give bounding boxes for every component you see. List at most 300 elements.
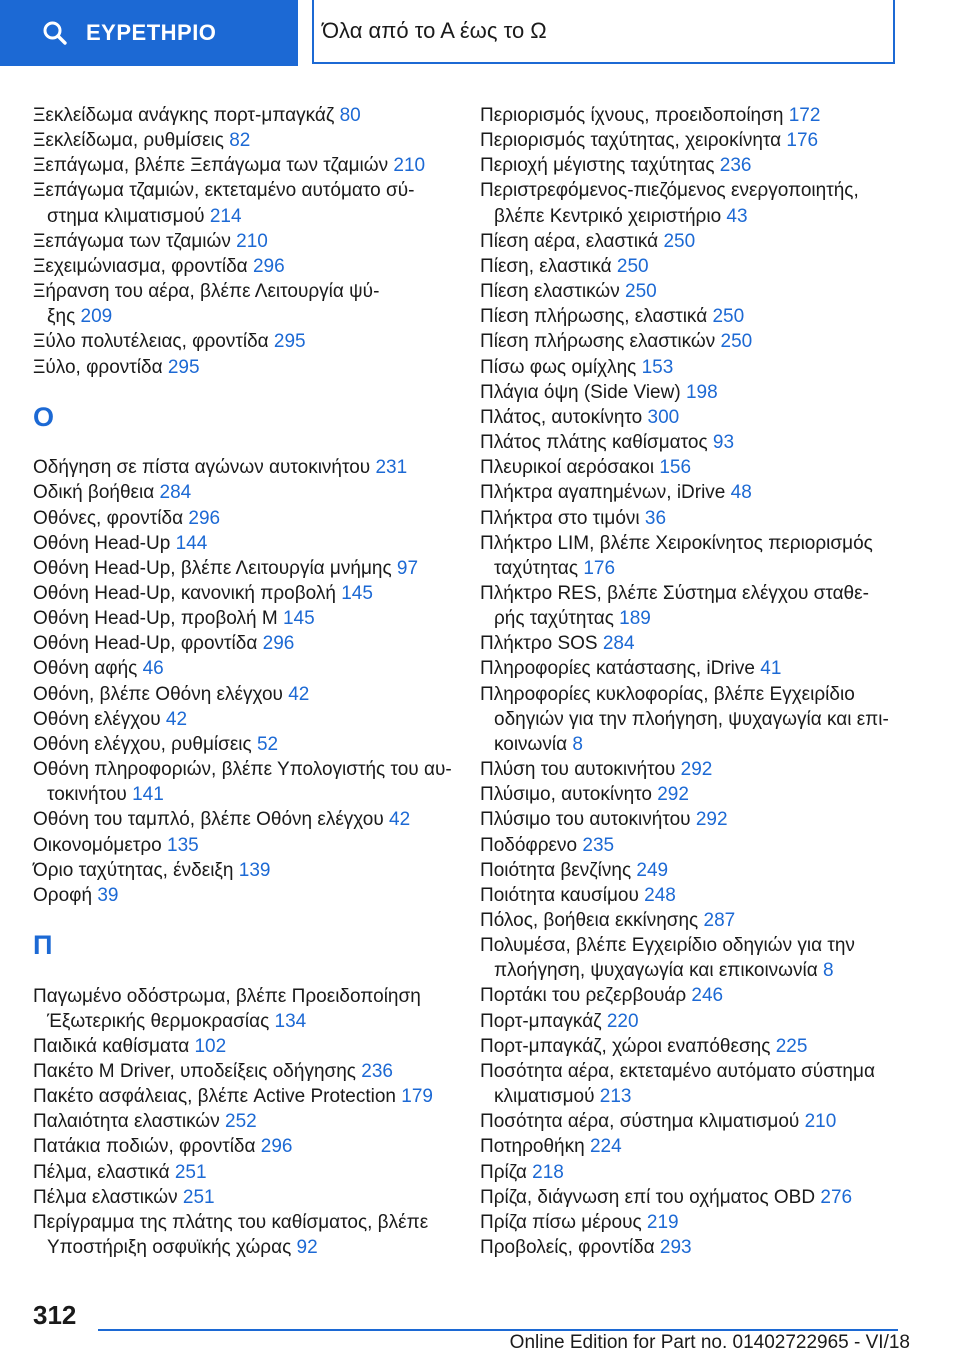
index-entry-text [33, 606, 473, 631]
page-reference-link[interactable]: 145 [282, 608, 315, 630]
index-entry-text [480, 128, 920, 153]
index-entry-text [480, 983, 920, 1008]
index-term: Πληροφορίες κυκλοφορίας, βλέπε Εγχειρίδιο [480, 683, 855, 705]
page-reference-link[interactable]: 276 [820, 1186, 853, 1208]
index-term: Ποιότητα βενζίνης [480, 859, 632, 881]
index-term: Οδήγηση σε πίστα αγώνων αυτοκινήτου [33, 457, 371, 479]
index-term: Ξήρανση του αέρα, βλέπε Λειτουργία ψύ- [33, 281, 380, 303]
index-entry [33, 656, 473, 681]
page-reference-link[interactable]: 292 [657, 784, 689, 806]
page-reference-link[interactable]: 218 [532, 1161, 564, 1183]
page-reference-link[interactable]: 41 [760, 658, 782, 680]
index-entry-continuation: Υποστήριξη οσφυϊκής χώρας 92 [47, 1237, 318, 1259]
index-entry [33, 128, 473, 153]
index-entry [480, 858, 920, 883]
index-term: Όριο ταχύτητας, ένδειξη [33, 859, 234, 881]
index-term: Παιδικά καθίσματα [33, 1035, 190, 1057]
page-reference-link[interactable]: 97 [396, 557, 419, 579]
index-entry [480, 279, 920, 304]
index-term: Πλήκτρα στο τιμόνι [480, 507, 640, 529]
index-entry-continuation: βλέπε Κεντρικό χειριστήριο 43 [494, 205, 748, 227]
page-reference-link[interactable]: 284 [602, 633, 635, 655]
index-entry-text [33, 656, 473, 681]
index-term: Οθόνη ελέγχου, ρυθμίσεις [33, 733, 252, 755]
index-entry [33, 279, 473, 329]
index-term: Πακέτο M Driver, υποδείξεις οδήγησης [33, 1061, 356, 1082]
page-reference-link[interactable]: 179 [401, 1086, 433, 1108]
index-column-right [480, 103, 920, 1260]
index-term: Πίεση ελαστικών [480, 281, 620, 303]
page-reference-link[interactable]: 250 [712, 306, 745, 328]
index-term: Πλάτος πλάτης καθίσματος [480, 432, 708, 454]
index-label: ΕΥΡΕΤΗΡΙΟ [86, 20, 217, 45]
index-letter-heading: Π [33, 930, 53, 961]
index-term: Πλήκτρο RES, βλέπε Σύστημα ελέγχου σταθε- [480, 582, 869, 604]
index-term: Περιορισμός ίχνους, προειδοποίηση [480, 105, 784, 126]
index-term: Πίεση, ελαστικά [480, 255, 612, 277]
page-reference-link[interactable]: 210 [804, 1111, 837, 1133]
index-letter-heading: Ο [33, 401, 55, 432]
index-term: Πολυμέσα, βλέπε Εγχειρίδιο οδηγιών για την [480, 935, 855, 957]
index-entry [480, 631, 920, 656]
index-entry-text [33, 153, 473, 178]
index-entry-text [33, 581, 473, 606]
index-entry [480, 581, 920, 631]
index-term: Ποσότητα αέρα, σύστημα κλιματισμού [480, 1111, 800, 1133]
page-number: 312 [33, 1300, 77, 1330]
page-reference-link[interactable]: 225 [775, 1035, 808, 1057]
index-entry-text [33, 1034, 473, 1059]
page-reference-link[interactable]: 210 [393, 155, 426, 177]
index-entry [33, 833, 473, 858]
index-term: Οθόνες, φροντίδα [33, 507, 184, 529]
page-reference-link[interactable]: 295 [273, 331, 306, 353]
index-entry-text [480, 254, 920, 279]
index-entry [33, 807, 473, 832]
page-reference-link[interactable]: 52 [256, 733, 279, 755]
index-entry-text [480, 833, 920, 858]
page-reference-link[interactable]: 153 [641, 356, 674, 378]
page-reference-link[interactable]: 250 [616, 255, 649, 277]
index-entry-text [480, 757, 920, 782]
index-entry [33, 707, 473, 732]
search-icon [42, 20, 68, 46]
index-entry-text [480, 355, 920, 380]
page-reference-link[interactable]: 251 [174, 1161, 207, 1183]
index-entry [480, 304, 920, 329]
index-entry-text [33, 1185, 473, 1210]
index-entry-text [33, 707, 473, 732]
footer-divider [98, 1329, 898, 1331]
page-reference-link[interactable]: 296 [260, 1136, 293, 1158]
index-entry-text [33, 355, 473, 380]
index-entry-continuation: ρής ταχύτητας 189 [494, 608, 651, 630]
index-entry [480, 480, 920, 505]
index-entry [480, 1185, 920, 1210]
index-entry [33, 1034, 473, 1059]
index-entry [480, 229, 920, 254]
index-entry [480, 682, 920, 757]
page-reference-link[interactable]: 296 [188, 507, 221, 529]
page-reference-link[interactable]: 236 [361, 1061, 393, 1082]
index-entry-text [480, 229, 920, 254]
index-entry [480, 178, 920, 228]
index-entry-text [480, 480, 920, 505]
index-term: Οθόνη Head-Up [33, 532, 171, 554]
index-entry-continuation: ταχύτητας 176 [494, 557, 616, 579]
index-entry [33, 1109, 473, 1134]
index-entry [480, 883, 920, 908]
index-entry-continuation: ξης 209 [47, 306, 113, 328]
page-reference-link[interactable]: 246 [691, 985, 724, 1007]
page-reference-link[interactable]: 8 [823, 960, 834, 982]
index-entry-text [33, 455, 473, 480]
page-reference-link[interactable]: 139 [238, 859, 271, 881]
index-term: Πλύσιμο του αυτοκινήτου [480, 809, 691, 831]
index-entry [480, 1034, 920, 1059]
index-term: Ποτηροθήκη [480, 1136, 585, 1158]
page-reference-link[interactable]: 292 [695, 809, 728, 831]
index-entry [480, 833, 920, 858]
index-entry [33, 153, 473, 178]
page-reference-link[interactable]: 250 [663, 230, 696, 252]
index-entry-continuation: κλιματισμού 213 [494, 1086, 632, 1108]
page-reference-link[interactable]: 296 [262, 633, 295, 655]
index-entry-text [33, 1160, 473, 1185]
page-reference-link[interactable]: 231 [375, 457, 408, 479]
index-term: Οθόνη Head-Up, προβολή M [33, 608, 278, 630]
page-reference-link[interactable]: 156 [659, 457, 692, 479]
page-reference-link[interactable]: 134 [274, 1010, 307, 1032]
page-reference-link[interactable]: 176 [786, 130, 819, 152]
index-entry-text [480, 531, 920, 556]
index-entry [480, 405, 920, 430]
index-entry-text [480, 1185, 920, 1210]
index-entry [480, 757, 920, 782]
page-reference-link[interactable]: 236 [719, 155, 752, 177]
page-reference-link[interactable]: 80 [339, 105, 361, 126]
index-term: Οδική βοήθεια [33, 482, 155, 504]
index-entry-text [480, 581, 920, 606]
index-entry-text [33, 858, 473, 883]
index-entry-text [480, 908, 920, 933]
page-reference-link[interactable]: 43 [726, 205, 748, 227]
page-reference-link[interactable]: 172 [788, 105, 821, 126]
index-entry [33, 732, 473, 757]
page-reference-link[interactable]: 214 [209, 205, 242, 227]
index-entry-text [480, 1134, 920, 1159]
index-term: Πίεση πλήρωσης, ελαστικά [480, 306, 708, 328]
index-term: Οθόνη του ταμπλό, βλέπε Οθόνη ελέγχου [33, 809, 384, 831]
index-term: Οθόνη αφής [33, 658, 138, 680]
index-entry [33, 682, 473, 707]
page-reference-link[interactable]: 224 [589, 1136, 622, 1158]
page-reference-link[interactable]: 82 [229, 130, 251, 152]
index-entry [33, 556, 473, 581]
index-term: Ξεπάγωμα τζαμιών, εκτεταμένο αυτόματο σύ- [33, 180, 415, 202]
index-entry-text [480, 380, 920, 405]
index-column-left [33, 103, 473, 1260]
page-reference-link[interactable]: 235 [582, 834, 615, 856]
index-entry-text [480, 455, 920, 480]
index-entry [33, 506, 473, 531]
index-term: Πλήκτρο LIM, βλέπε Χειροκίνητος περιορισμός [480, 532, 873, 554]
page-reference-link[interactable]: 145 [341, 583, 373, 604]
index-entry-text [480, 1009, 920, 1034]
index-term: Ποδόφρενο [480, 834, 578, 856]
page-reference-link[interactable]: 248 [644, 884, 676, 906]
index-entry-text [480, 883, 920, 908]
index-entry [33, 858, 473, 883]
index-entry [33, 883, 473, 908]
index-entry-continuation: τοκινήτου 141 [47, 784, 164, 806]
index-term: Ξεκλείδωμα, ρυθμίσεις [33, 130, 224, 152]
index-entry [480, 656, 920, 681]
page-reference-link[interactable]: 141 [132, 784, 164, 806]
page-reference-link[interactable]: 46 [142, 658, 164, 680]
index-entry [480, 1109, 920, 1134]
index-entry-text [33, 506, 473, 531]
index-term: Πληροφορίες κατάστασης, iDrive [480, 658, 755, 680]
index-term: Πίεση πλήρωσης ελαστικών [480, 331, 716, 353]
index-entry-text [480, 506, 920, 531]
index-entry [480, 1235, 920, 1260]
page-reference-link[interactable]: 250 [720, 331, 753, 353]
index-entry-text [480, 656, 920, 681]
page-reference-link[interactable]: 295 [167, 356, 200, 378]
index-entry [33, 455, 473, 480]
index-term: Οροφή [33, 884, 93, 906]
index-entry-text [33, 1210, 473, 1235]
index-term: Πορτ-μπαγκάζ, χώροι εναπόθεσης [480, 1035, 771, 1057]
page-reference-link[interactable]: 48 [730, 482, 752, 504]
page-reference-link[interactable]: 36 [644, 507, 667, 529]
index-entry [480, 782, 920, 807]
index-entry [480, 933, 920, 983]
index-term: Οθόνη, βλέπε Οθόνη ελέγχου [33, 683, 283, 705]
index-entry-continuation: Έξωτερικής θερμοκρασίας 134 [47, 1010, 307, 1032]
index-entry [33, 631, 473, 656]
page-reference-link[interactable]: 210 [236, 230, 268, 252]
index-term: Πλάτος, αυτοκίνητο [480, 406, 643, 428]
index-entry-text [33, 1084, 473, 1109]
index-entry-text [480, 405, 920, 430]
index-term: Παγωμένο οδόστρωμα, βλέπε Προειδοποίηση [33, 985, 421, 1007]
index-term: Ξύλο, φροντίδα [33, 356, 163, 378]
index-entry-text [33, 279, 473, 304]
index-entry-text [33, 556, 473, 581]
index-entry-text [480, 858, 920, 883]
index-entry [33, 1059, 473, 1084]
index-term: Πρίζα [480, 1161, 527, 1183]
index-entry-text [480, 279, 920, 304]
page-reference-link[interactable]: 296 [252, 255, 285, 277]
page-reference-link[interactable]: 284 [159, 482, 192, 504]
edition-footer: Online Edition for Part no. 01402722965 - VI/18 [509, 1332, 910, 1353]
index-entry [480, 908, 920, 933]
index-term: Πόλος, βοήθεια εκκίνησης [480, 910, 699, 931]
page-reference-link[interactable]: 92 [296, 1237, 318, 1259]
page-reference-link[interactable]: 287 [703, 910, 736, 931]
page-reference-link[interactable]: 144 [175, 532, 208, 554]
index-entry [33, 606, 473, 631]
index-entry [33, 581, 473, 606]
index-entry-text [33, 984, 473, 1009]
page-reference-link[interactable]: 198 [685, 381, 718, 403]
index-entry [480, 1009, 920, 1034]
index-term: Ποιότητα καυσίμου [480, 884, 639, 906]
index-entry [33, 229, 473, 254]
index-entry-text [33, 254, 473, 279]
index-term: Πακέτο ασφάλειας, βλέπε Active Protection [33, 1086, 396, 1108]
index-entry-text [33, 128, 473, 153]
index-entry-text [480, 1210, 920, 1235]
index-entry-text [33, 757, 473, 782]
index-term: Πρίζα πίσω μέρους [480, 1211, 642, 1233]
index-entry [33, 254, 473, 279]
index-entry-continuation: πλοήγηση, ψυχαγωγία και επικοινωνία 8 [494, 960, 834, 982]
index-entry-text [33, 1109, 473, 1134]
index-term: Παλαιότητα ελαστικών [33, 1111, 220, 1133]
index-term: Περιοχή μέγιστης ταχύτητας [480, 155, 715, 177]
index-entry [33, 480, 473, 505]
page-reference-link[interactable]: 42 [389, 809, 411, 831]
index-entry-text [33, 732, 473, 757]
index-term: Περιστρεφόμενος-πιεζόμενος ενεργοποιητής, [480, 180, 859, 202]
index-entry-text [33, 329, 473, 354]
index-term: Πέλμα ελαστικών [33, 1186, 178, 1208]
page-reference-link[interactable]: 252 [225, 1111, 257, 1133]
index-entry-text [33, 103, 473, 128]
index-entry [480, 807, 920, 832]
index-entry [480, 430, 920, 455]
index-entry [33, 1160, 473, 1185]
index-term: Ξεπάγωμα των τζαμιών [33, 230, 231, 252]
page-reference-link[interactable]: 219 [646, 1211, 679, 1233]
page-reference-link[interactable]: 42 [165, 708, 188, 730]
page-reference-link[interactable]: 39 [97, 884, 119, 906]
index-entry [33, 531, 473, 556]
index-entry-text [480, 178, 920, 203]
page-reference-link[interactable]: 209 [80, 306, 113, 328]
index-term: Οθόνη Head-Up, βλέπε Λειτουργία μνήμης [33, 557, 392, 579]
index-entry-text [33, 480, 473, 505]
top-bar [0, 0, 960, 68]
index-entry-text [33, 807, 473, 832]
index-entry [480, 506, 920, 531]
index-term: Πορτ-μπαγκάζ [480, 1010, 602, 1032]
index-entry [480, 329, 920, 354]
index-term: Πλήκτρα αγαπημένων, iDrive [480, 482, 726, 504]
index-term: Προβολείς, φροντίδα [480, 1237, 655, 1259]
index-term: Πρίζα, διάγνωση επί του οχήματος OBD [480, 1186, 816, 1208]
index-entry-text [480, 103, 920, 128]
page-reference-link[interactable]: 300 [647, 406, 680, 428]
index-entry-text [480, 1109, 920, 1134]
index-entry [480, 153, 920, 178]
index-term: Πλευρικοί αερόσακοι [480, 457, 655, 479]
index-entry [480, 455, 920, 480]
page-reference-link[interactable]: 293 [659, 1237, 692, 1259]
page-reference-link[interactable]: 249 [636, 859, 669, 881]
index-entry [480, 254, 920, 279]
index-entry-text [33, 631, 473, 656]
index-term: Ξεπάγωμα, βλέπε Ξεπάγωμα των τζαμιών [33, 155, 389, 177]
page-reference-link[interactable]: 176 [583, 557, 616, 579]
page-reference-link[interactable]: 189 [619, 608, 651, 630]
index-entry-text [33, 883, 473, 908]
index-entry [33, 1134, 473, 1159]
page-reference-link[interactable]: 292 [680, 759, 713, 781]
index-entry [480, 1210, 920, 1235]
page-reference-link[interactable]: 102 [194, 1035, 227, 1057]
index-entry [480, 103, 920, 128]
index-term: Οικονομόμετρο [33, 834, 162, 856]
index-term: Οθόνη ελέγχου [33, 708, 161, 730]
index-term: Πλήκτρο SOS [480, 633, 598, 655]
index-entry-text [480, 329, 920, 354]
index-entry [480, 1059, 920, 1109]
index-term: Ξύλο πολυτέλειας, φροντίδα [33, 331, 269, 353]
index-entry [33, 1185, 473, 1210]
index-entry-continuation: κοινωνία 8 [494, 733, 583, 755]
page-title: Όλα από το Α έως το Ω [312, 0, 895, 64]
index-entry-text [33, 1059, 473, 1084]
index-term: Πέλμα, ελαστικά [33, 1161, 170, 1183]
index-entry [480, 1160, 920, 1185]
page-reference-link[interactable]: 251 [182, 1186, 215, 1208]
index-term: Ποσότητα αέρα, εκτεταμένο αυτόματο σύστημα [480, 1060, 875, 1082]
index-term: Πλύσιμο, αυτοκίνητο [480, 784, 652, 806]
index-entry [33, 984, 473, 1034]
index-term: Πορτάκι του ρεζερβουάρ [480, 985, 687, 1007]
index-term: Ξεχειμώνιασμα, φροντίδα [33, 255, 248, 277]
index-entry-text [480, 631, 920, 656]
index-term: Ξεκλείδωμα ανάγκης πορτ-μπαγκάζ [33, 105, 335, 126]
index-entry [33, 1084, 473, 1109]
page-reference-link[interactable]: 250 [625, 281, 657, 303]
page-reference-link[interactable]: 135 [167, 834, 199, 856]
index-term: Οθόνη Head-Up, κανονική προβολή [33, 583, 336, 604]
index-search-button[interactable] [0, 0, 298, 66]
page-reference-link[interactable]: 213 [599, 1086, 632, 1108]
index-entry-text [480, 153, 920, 178]
index-term: Πίεση αέρα, ελαστικά [480, 230, 659, 252]
index-term: Πλάγια όψη (Side View) [480, 381, 681, 403]
index-entry [33, 1210, 473, 1260]
index-entry [480, 380, 920, 405]
index-entry-text [480, 1034, 920, 1059]
index-entry-text [480, 304, 920, 329]
page-reference-link[interactable]: 8 [572, 733, 583, 755]
index-entry [480, 355, 920, 380]
index-entry [33, 329, 473, 354]
index-entry-text [480, 430, 920, 455]
index-entry [33, 757, 473, 807]
page-reference-link[interactable]: 93 [712, 432, 735, 454]
index-entry-text [480, 1160, 920, 1185]
index-entry-text [33, 178, 473, 203]
page-reference-link[interactable]: 42 [288, 683, 310, 705]
index-entry-text [33, 531, 473, 556]
index-entry-text [33, 229, 473, 254]
index-entry-text [33, 682, 473, 707]
page-reference-link[interactable]: 220 [606, 1010, 639, 1032]
index-entry [480, 1134, 920, 1159]
index-entry [33, 178, 473, 228]
index-term: Πατάκια ποδιών, φροντίδα [33, 1136, 256, 1158]
index-term: Πλύση του αυτοκινήτου [480, 759, 676, 781]
